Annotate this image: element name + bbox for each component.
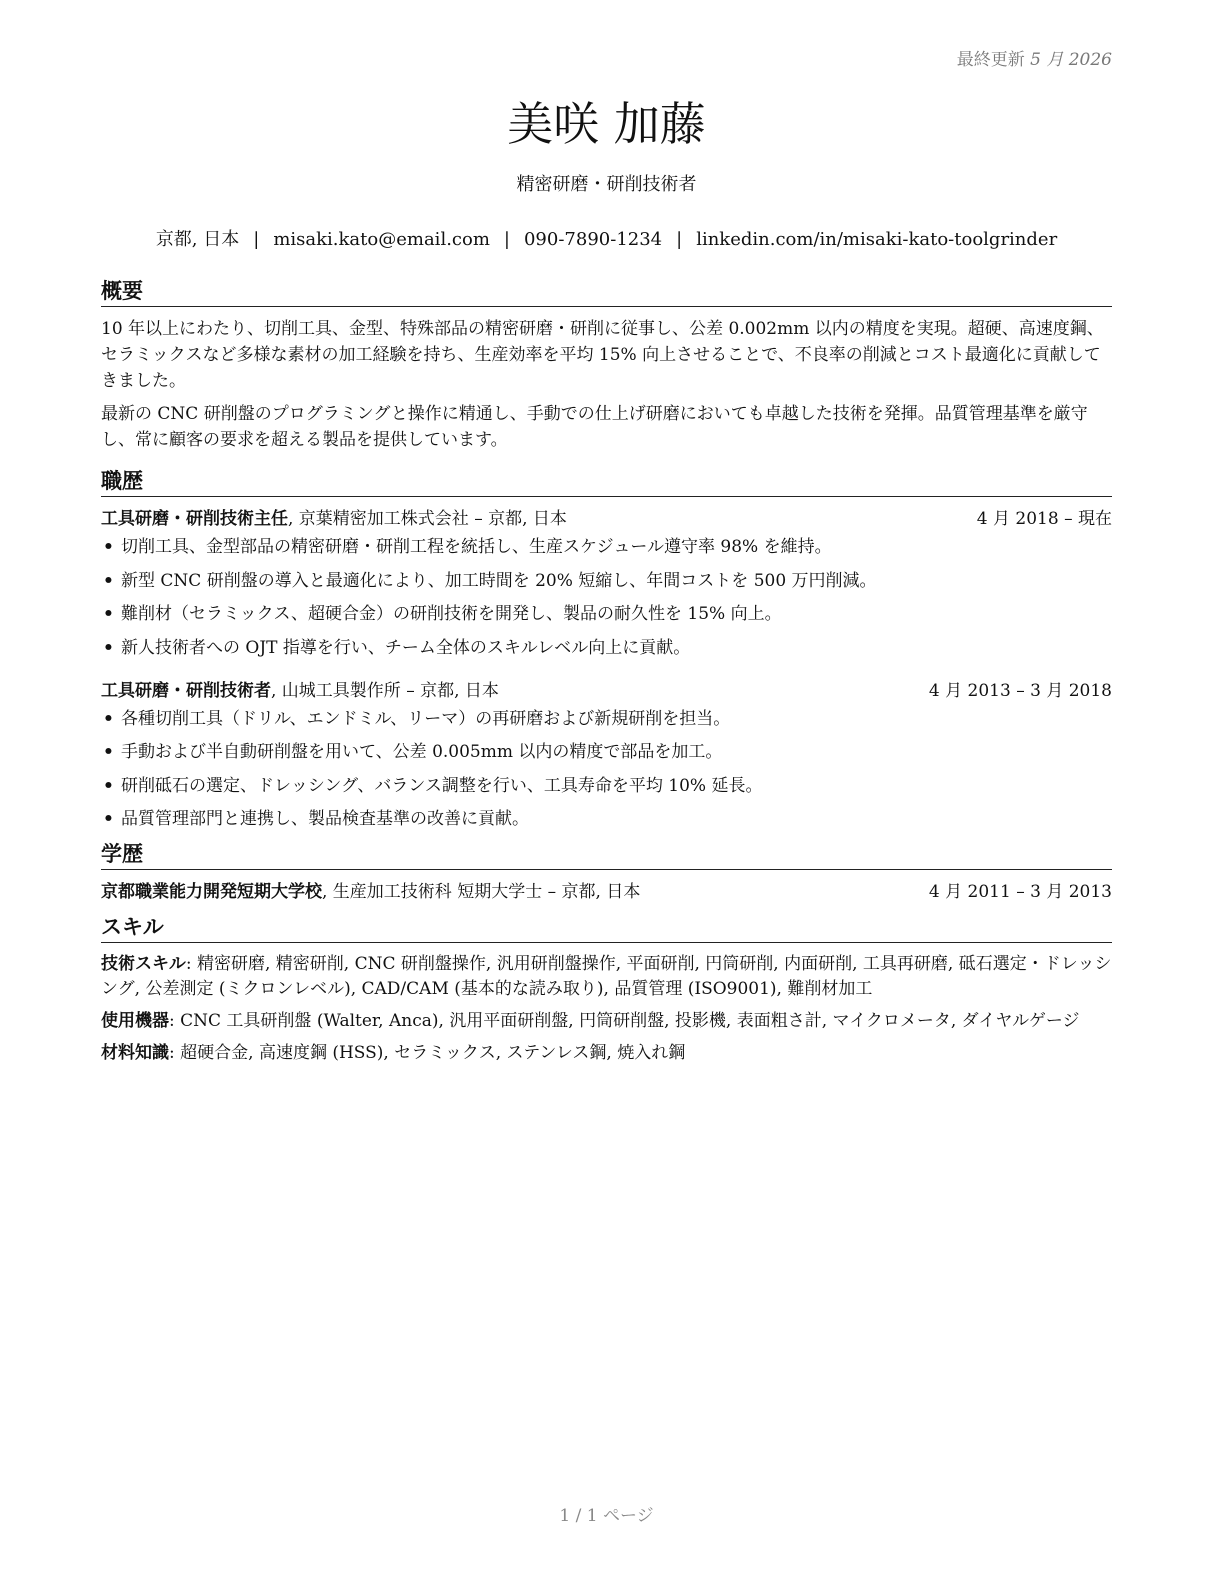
skill-row	[101, 1009, 1112, 1034]
section-heading-experience: 職歴	[101, 467, 1112, 497]
job-bullet: • 難削材（セラミックス、超硬合金）の研削技術を開発し、製品の耐久性を 15% 向上。	[101, 601, 1112, 627]
job-header	[101, 678, 1112, 704]
section-heading-education: 学歴	[101, 840, 1112, 870]
job-org: , 山城工具製作所 – 京都, 日本	[271, 680, 499, 701]
school-detail: , 生産加工技術科 短期大学士 – 京都, 日本	[322, 881, 641, 902]
job-bullet: • 各種切削工具（ドリル、エンドミル、リーマ）の再研磨および新規研削を担当。	[101, 706, 1112, 732]
school-name: 京都職業能力開発短期大学校	[101, 881, 322, 902]
section-heading-summary: 概要	[101, 277, 1112, 307]
summary-paragraph: 最新の CNC 研削盤のプログラミングと操作に精通し、手動での仕上げ研磨においても卓越した技術を発揮。品質管理基準を厳守し、常に顧客の要求を超える製品を提供しています。	[101, 404, 1088, 450]
job-org: , 京葉精密加工株式会社 – 京都, 日本	[288, 509, 567, 529]
job-entry	[101, 678, 1112, 833]
last-updated-value: 5 月 2026	[1030, 50, 1112, 70]
summary-section	[101, 277, 1112, 453]
skill-row	[101, 952, 1112, 1002]
section-heading-skills: スキル	[101, 913, 1112, 943]
last-updated	[957, 45, 1112, 70]
skill-label: 使用機器	[101, 1010, 169, 1031]
job-bullet: • 研削砥石の選定、ドレッシング、バランス調整を行い、工具寿命を平均 10% 延長。	[101, 773, 1112, 799]
job-header	[101, 506, 1112, 532]
job-bullet: • 手動および半自動研削盤を用いて、公差 0.005mm 以内の精度で部品を加工。	[101, 739, 1112, 765]
job-bullets	[101, 706, 1112, 833]
skill-value: : 精密研磨, 精密研削, CNC 研削盤操作, 汎用研削盤操作, 平面研削, 円筒研削, 内面研削, 工具再研磨, 砥石選定・ドレッシング, 公差測定 (ミクロンレベル), CAD/CAM (基本的な読み取り), 品質管理 (ISO9001), 難削材加工	[101, 953, 1112, 999]
contact-separator: |	[676, 229, 683, 250]
education-dates: 4 月 2011 – 3 月 2013	[928, 881, 1112, 902]
job-role: 工具研磨・研削技術主任	[101, 509, 288, 529]
job-entry	[101, 506, 1112, 661]
skill-row	[101, 1041, 1112, 1066]
job-bullet: • 切削工具、金型部品の精密研磨・研削工程を統括し、生産スケジュール遵守率 98% を維持。	[101, 534, 1112, 560]
contact-location: 京都, 日本	[155, 229, 240, 250]
job-role: 工具研磨・研削技術者	[101, 680, 271, 701]
contact-linkedin-link[interactable]: linkedin.com/in/misaki-kato-toolgrinder	[696, 229, 1058, 250]
page-number: 1 / 1 ページ	[559, 1506, 654, 1526]
job-bullet: • 品質管理部門と連携し、製品検査基準の改善に貢献。	[101, 806, 1112, 832]
contact-line	[101, 225, 1112, 251]
experience-section	[101, 467, 1112, 832]
summary-paragraph: 10 年以上にわたり、切削工具、金型、特殊部品の精密研磨・研削に従事し、公差 0.002mm 以内の精度を実現。超硬、高速度鋼、セラミックスなど多様な素材の加工経験を持ち、生産効率を平均 15% 向上させることで、不良率の削減とコスト最適化に貢献してきました。	[101, 319, 1104, 391]
skill-label: 技術スキル	[101, 953, 186, 974]
skill-value: : 超硬合金, 高速度鋼 (HSS), セラミックス, ステンレス鋼, 焼入れ鋼	[169, 1042, 686, 1063]
job-title: 精密研磨・研削技術者	[516, 174, 697, 195]
job-dates: 4 月 2013 – 3 月 2018	[928, 680, 1112, 701]
contact-phone: 090-7890-1234	[523, 229, 663, 250]
resume-content	[101, 277, 1112, 1073]
resume-page	[101, 0, 1112, 1584]
contact-email-link[interactable]: misaki.kato@email.com	[273, 229, 490, 250]
job-bullets	[101, 534, 1112, 661]
contact-separator: |	[253, 229, 260, 250]
contact-separator: |	[503, 229, 510, 250]
job-bullet: • 新人技術者への OJT 指導を行い、チーム全体のスキルレベル向上に貢献。	[101, 635, 1112, 661]
education-section	[101, 840, 1112, 905]
skills-section	[101, 913, 1112, 1066]
last-updated-label: 最終更新	[956, 50, 1025, 70]
skill-label: 材料知識	[101, 1042, 169, 1063]
job-bullet: • 新型 CNC 研削盤の導入と最適化により、加工時間を 20% 短縮し、年間コストを 500 万円削減。	[101, 568, 1112, 594]
skill-value: : CNC 工具研削盤 (Walter, Anca), 汎用平面研削盤, 円筒研削盤, 投影機, 表面粗さ計, マイクロメータ, ダイヤルゲージ	[169, 1010, 1080, 1031]
job-dates: 4 月 2018 – 現在	[976, 509, 1112, 529]
education-entry	[101, 879, 1112, 905]
candidate-name: 美咲 加藤	[507, 97, 706, 151]
